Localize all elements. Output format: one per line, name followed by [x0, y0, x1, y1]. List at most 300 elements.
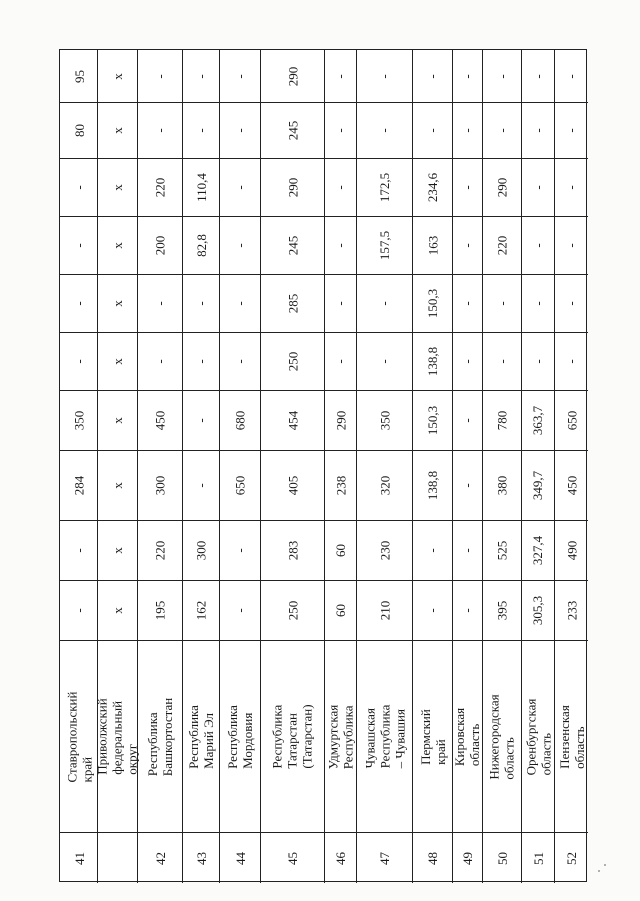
cell-text: -	[425, 608, 440, 613]
region-name-text: Республика Башкортостан	[145, 697, 176, 776]
cell-text: 327,4	[530, 535, 546, 566]
value-cell	[357, 275, 412, 332]
value-cell	[138, 159, 182, 216]
cell-text: -	[425, 548, 440, 553]
value-cell	[325, 391, 356, 450]
region-name-text: Приволжский федеральный округ	[95, 698, 140, 775]
region-name-text: Республика Мордовия	[225, 704, 255, 769]
cell-text: 220	[494, 235, 510, 256]
cell-text: -	[71, 243, 87, 248]
value-cell	[325, 51, 356, 102]
cell-text: 60	[333, 544, 348, 557]
cell-text: -	[152, 359, 168, 364]
value-cell	[522, 51, 554, 102]
cell-text: 300	[152, 475, 168, 496]
value-cell	[453, 51, 482, 102]
value-cell	[453, 275, 482, 332]
region-name-cell	[483, 641, 521, 832]
value-cell	[138, 51, 182, 102]
value-cell	[183, 103, 219, 158]
value-cell	[61, 333, 97, 390]
region-name-text: Удмуртская Республика	[325, 704, 356, 769]
cell-text: 41	[71, 851, 87, 865]
value-cell	[261, 217, 324, 274]
cell-text: -	[530, 359, 546, 364]
value-cell	[555, 391, 588, 450]
cell-text: -	[425, 74, 440, 79]
value-cell	[555, 217, 588, 274]
cell-text: -	[193, 301, 209, 306]
cell-text: x	[110, 547, 125, 554]
cell-text: 110,4	[193, 173, 209, 202]
cell-text: 450	[564, 475, 579, 496]
value-cell	[555, 159, 588, 216]
value-cell	[522, 103, 554, 158]
cell-text: -	[232, 548, 248, 553]
cell-text: 233	[564, 600, 579, 621]
cell-text: 234,6	[425, 172, 440, 203]
cell-text: -	[564, 185, 579, 190]
cell-text: 405	[285, 475, 300, 496]
cell-text: 47	[377, 851, 392, 865]
cell-text: 380	[494, 475, 510, 496]
region-name-text: Оренбургская область	[523, 698, 553, 775]
value-cell	[522, 581, 554, 640]
cell-text: x	[110, 184, 125, 191]
region-name-cell	[555, 641, 588, 832]
value-cell	[138, 333, 182, 390]
cell-text: -	[152, 301, 168, 306]
value-cell	[453, 103, 482, 158]
value-cell	[183, 581, 219, 640]
value-cell	[220, 51, 260, 102]
cell-text: -	[232, 185, 248, 190]
value-cell	[261, 103, 324, 158]
value-cell	[98, 103, 137, 158]
cell-text: 172,5	[377, 172, 392, 203]
cell-text: -	[377, 301, 392, 306]
row-number-cell	[522, 833, 554, 883]
value-cell	[261, 581, 324, 640]
value-cell	[61, 581, 97, 640]
cell-text: -	[460, 548, 475, 553]
cell-text: 50	[494, 851, 510, 865]
cell-text: 157,5	[377, 230, 392, 261]
region-name-cell	[183, 641, 219, 832]
value-cell	[138, 217, 182, 274]
value-cell	[483, 217, 521, 274]
value-cell	[61, 51, 97, 102]
cell-text: 43	[193, 851, 209, 865]
cell-text: 44	[232, 851, 248, 865]
cell-text: 290	[285, 177, 300, 198]
value-cell	[61, 521, 97, 580]
cell-text: -	[494, 74, 510, 79]
cell-text: x	[110, 300, 125, 307]
value-cell	[453, 521, 482, 580]
cell-text: -	[460, 608, 475, 613]
row-number-cell	[483, 833, 521, 883]
value-cell	[325, 521, 356, 580]
value-cell	[325, 451, 356, 520]
value-cell	[61, 159, 97, 216]
value-cell	[325, 159, 356, 216]
value-cell	[183, 451, 219, 520]
value-cell	[483, 159, 521, 216]
cell-text: -	[193, 128, 209, 133]
value-cell	[522, 275, 554, 332]
cell-text: 230	[377, 540, 392, 561]
value-cell	[98, 451, 137, 520]
row-number-cell	[220, 833, 260, 883]
value-cell	[325, 217, 356, 274]
cell-text: -	[564, 128, 579, 133]
region-name-text: Чувашская Республика – Чувашия	[362, 704, 408, 769]
cell-text: 95	[71, 70, 87, 83]
cell-text: -	[460, 359, 475, 364]
value-cell	[522, 451, 554, 520]
value-cell	[483, 275, 521, 332]
value-cell	[413, 217, 452, 274]
value-cell	[357, 333, 412, 390]
cell-text: -	[460, 418, 475, 423]
cell-text: -	[564, 243, 579, 248]
region-name-text: Ставропольский край	[64, 691, 95, 782]
value-cell	[183, 159, 219, 216]
value-cell	[220, 391, 260, 450]
row-number-cell	[261, 833, 324, 883]
cell-text: x	[110, 73, 125, 80]
row-number-cell	[325, 833, 356, 883]
cell-text: 220	[152, 540, 168, 561]
value-cell	[61, 451, 97, 520]
value-cell	[413, 521, 452, 580]
value-cell	[261, 159, 324, 216]
value-cell	[357, 391, 412, 450]
value-cell	[325, 333, 356, 390]
cell-text: -	[71, 548, 87, 553]
cell-text: -	[232, 301, 248, 306]
value-cell	[138, 581, 182, 640]
cell-text: -	[232, 128, 248, 133]
value-cell	[138, 103, 182, 158]
cell-text: 680	[232, 410, 248, 431]
cell-text: 450	[152, 410, 168, 431]
value-cell	[98, 333, 137, 390]
value-cell	[138, 521, 182, 580]
value-cell	[522, 217, 554, 274]
value-cell	[483, 581, 521, 640]
value-cell	[453, 159, 482, 216]
cell-text: 650	[232, 475, 248, 496]
value-cell	[483, 521, 521, 580]
cell-text: 45	[285, 851, 300, 865]
value-cell	[483, 451, 521, 520]
row-number-cell	[453, 833, 482, 883]
cell-text: 290	[285, 66, 300, 87]
value-cell	[555, 581, 588, 640]
scan-speck	[598, 870, 600, 872]
region-name-text: Республика Марий Эл	[186, 704, 216, 769]
value-cell	[220, 451, 260, 520]
value-cell	[357, 217, 412, 274]
value-cell	[98, 159, 137, 216]
cell-text: -	[530, 128, 546, 133]
cell-text: 49	[460, 851, 475, 865]
cell-text: 250	[285, 351, 300, 372]
cell-text: 52	[564, 851, 579, 865]
value-cell	[453, 333, 482, 390]
cell-text: 150,3	[425, 405, 440, 436]
region-name-cell	[261, 641, 324, 832]
value-cell	[357, 581, 412, 640]
cell-text: -	[71, 608, 87, 613]
data-table	[59, 49, 587, 882]
value-cell	[261, 451, 324, 520]
cell-text: 195	[152, 600, 168, 621]
cell-text: -	[232, 608, 248, 613]
value-cell	[261, 521, 324, 580]
value-cell	[555, 521, 588, 580]
cell-text: -	[377, 128, 392, 133]
value-cell	[183, 275, 219, 332]
cell-text: 80	[71, 124, 87, 137]
value-cell	[183, 51, 219, 102]
region-name-text: Республика Татарстан (Татарстан)	[270, 704, 315, 769]
cell-text: 305,3	[530, 595, 546, 626]
value-cell	[357, 103, 412, 158]
value-cell	[483, 333, 521, 390]
cell-text: -	[564, 359, 579, 364]
value-cell	[98, 521, 137, 580]
cell-text: -	[530, 74, 546, 79]
cell-text: -	[193, 418, 209, 423]
cell-text: -	[425, 128, 440, 133]
value-cell	[220, 333, 260, 390]
cell-text: -	[333, 359, 348, 364]
cell-text: -	[193, 483, 209, 488]
value-cell	[325, 275, 356, 332]
cell-text: -	[530, 185, 546, 190]
cell-text: -	[494, 359, 510, 364]
cell-text: -	[460, 128, 475, 133]
region-name-cell	[522, 641, 554, 832]
value-cell	[220, 521, 260, 580]
cell-text: -	[333, 243, 348, 248]
cell-text: 300	[193, 540, 209, 561]
value-cell	[413, 51, 452, 102]
cell-text: 210	[377, 600, 392, 621]
value-cell	[61, 275, 97, 332]
cell-text: x	[110, 127, 125, 134]
region-name-cell	[357, 641, 412, 832]
value-cell	[138, 451, 182, 520]
cell-text: -	[232, 74, 248, 79]
cell-text: -	[193, 74, 209, 79]
value-cell	[555, 51, 588, 102]
value-cell	[220, 275, 260, 332]
value-cell	[522, 333, 554, 390]
region-name-cell	[61, 641, 97, 832]
value-cell	[98, 391, 137, 450]
cell-text: -	[232, 243, 248, 248]
cell-text: 42	[152, 851, 168, 865]
cell-text: 138,8	[425, 470, 440, 501]
cell-text: 290	[333, 410, 348, 431]
scan-speck	[604, 864, 606, 866]
value-cell	[61, 217, 97, 274]
value-cell	[483, 51, 521, 102]
value-cell	[483, 103, 521, 158]
value-cell	[98, 51, 137, 102]
value-cell	[413, 103, 452, 158]
cell-text: x	[110, 417, 125, 424]
value-cell	[325, 103, 356, 158]
value-cell	[555, 103, 588, 158]
value-cell	[220, 103, 260, 158]
value-cell	[138, 391, 182, 450]
value-cell	[98, 275, 137, 332]
cell-text: -	[71, 359, 87, 364]
cell-text: -	[460, 185, 475, 190]
cell-text: 245	[285, 235, 300, 256]
cell-text: -	[494, 128, 510, 133]
cell-text: x	[110, 242, 125, 249]
row-number-cell	[61, 833, 97, 883]
cell-text: -	[460, 301, 475, 306]
region-name-text: Пензенская область	[556, 704, 587, 769]
cell-text: 350	[377, 410, 392, 431]
cell-text: -	[333, 128, 348, 133]
cell-text: 163	[425, 235, 440, 256]
value-cell	[555, 275, 588, 332]
region-name-text: Нижегородская область	[487, 693, 517, 780]
value-cell	[453, 581, 482, 640]
cell-text: -	[530, 243, 546, 248]
value-cell	[98, 217, 137, 274]
cell-text: -	[377, 74, 392, 79]
value-cell	[357, 451, 412, 520]
value-cell	[220, 217, 260, 274]
row-number-cell	[555, 833, 588, 883]
cell-text: 245	[285, 120, 300, 141]
cell-text: 284	[71, 475, 87, 496]
value-cell	[61, 103, 97, 158]
value-cell	[453, 217, 482, 274]
cell-text: -	[193, 359, 209, 364]
cell-text: 290	[494, 177, 510, 198]
cell-text: x	[110, 358, 125, 365]
cell-text: 395	[494, 600, 510, 621]
cell-text: -	[71, 301, 87, 306]
cell-text: -	[152, 128, 168, 133]
region-name-cell	[453, 641, 482, 832]
cell-text: 490	[564, 540, 579, 561]
row-number-cell	[98, 833, 137, 883]
cell-text: -	[377, 359, 392, 364]
value-cell	[261, 51, 324, 102]
value-cell	[413, 275, 452, 332]
region-name-cell	[413, 641, 452, 832]
value-cell	[183, 521, 219, 580]
cell-text: -	[460, 74, 475, 79]
cell-text: 349,7	[530, 470, 546, 501]
cell-text: 60	[333, 604, 348, 617]
cell-text: -	[333, 74, 348, 79]
cell-text: 162	[193, 600, 209, 621]
value-cell	[138, 275, 182, 332]
cell-text: 51	[530, 851, 546, 865]
cell-text: 250	[285, 600, 300, 621]
cell-text: x	[110, 607, 125, 614]
region-name-cell	[95, 641, 140, 832]
cell-text: -	[232, 359, 248, 364]
row-number-cell	[183, 833, 219, 883]
cell-text: -	[460, 243, 475, 248]
cell-text: -	[564, 74, 579, 79]
cell-text: -	[494, 301, 510, 306]
value-cell	[413, 333, 452, 390]
value-cell	[220, 581, 260, 640]
cell-text: 320	[377, 475, 392, 496]
cell-text: -	[530, 301, 546, 306]
cell-text: 82,8	[193, 234, 209, 257]
cell-text: -	[333, 301, 348, 306]
value-cell	[522, 159, 554, 216]
value-cell	[61, 391, 97, 450]
value-cell	[413, 159, 452, 216]
cell-text: -	[460, 483, 475, 488]
value-cell	[183, 391, 219, 450]
value-cell	[261, 275, 324, 332]
cell-text: 150,3	[425, 288, 440, 319]
cell-text: 138,8	[425, 346, 440, 377]
value-cell	[453, 451, 482, 520]
cell-text: 650	[564, 410, 579, 431]
value-cell	[413, 451, 452, 520]
value-cell	[555, 333, 588, 390]
value-cell	[453, 391, 482, 450]
value-cell	[325, 581, 356, 640]
region-name-text: Кировская область	[452, 707, 483, 766]
cell-text: -	[152, 74, 168, 79]
value-cell	[261, 333, 324, 390]
cell-text: 48	[425, 851, 440, 865]
value-cell	[183, 333, 219, 390]
cell-text: 238	[333, 475, 348, 496]
row-number-cell	[413, 833, 452, 883]
value-cell	[183, 217, 219, 274]
region-name-text: Пермский край	[417, 708, 448, 765]
value-cell	[357, 159, 412, 216]
region-name-cell	[325, 641, 356, 832]
cell-text: 283	[285, 540, 300, 561]
value-cell	[483, 391, 521, 450]
cell-text: -	[333, 185, 348, 190]
value-cell	[261, 391, 324, 450]
value-cell	[522, 521, 554, 580]
cell-text: 780	[494, 410, 510, 431]
cell-text: 285	[285, 293, 300, 314]
cell-text: x	[110, 482, 125, 489]
value-cell	[413, 391, 452, 450]
cell-text: -	[564, 301, 579, 306]
value-cell	[555, 451, 588, 520]
cell-text: 350	[71, 410, 87, 431]
cell-text: 220	[152, 177, 168, 198]
cell-text: 454	[285, 410, 300, 431]
value-cell	[413, 581, 452, 640]
